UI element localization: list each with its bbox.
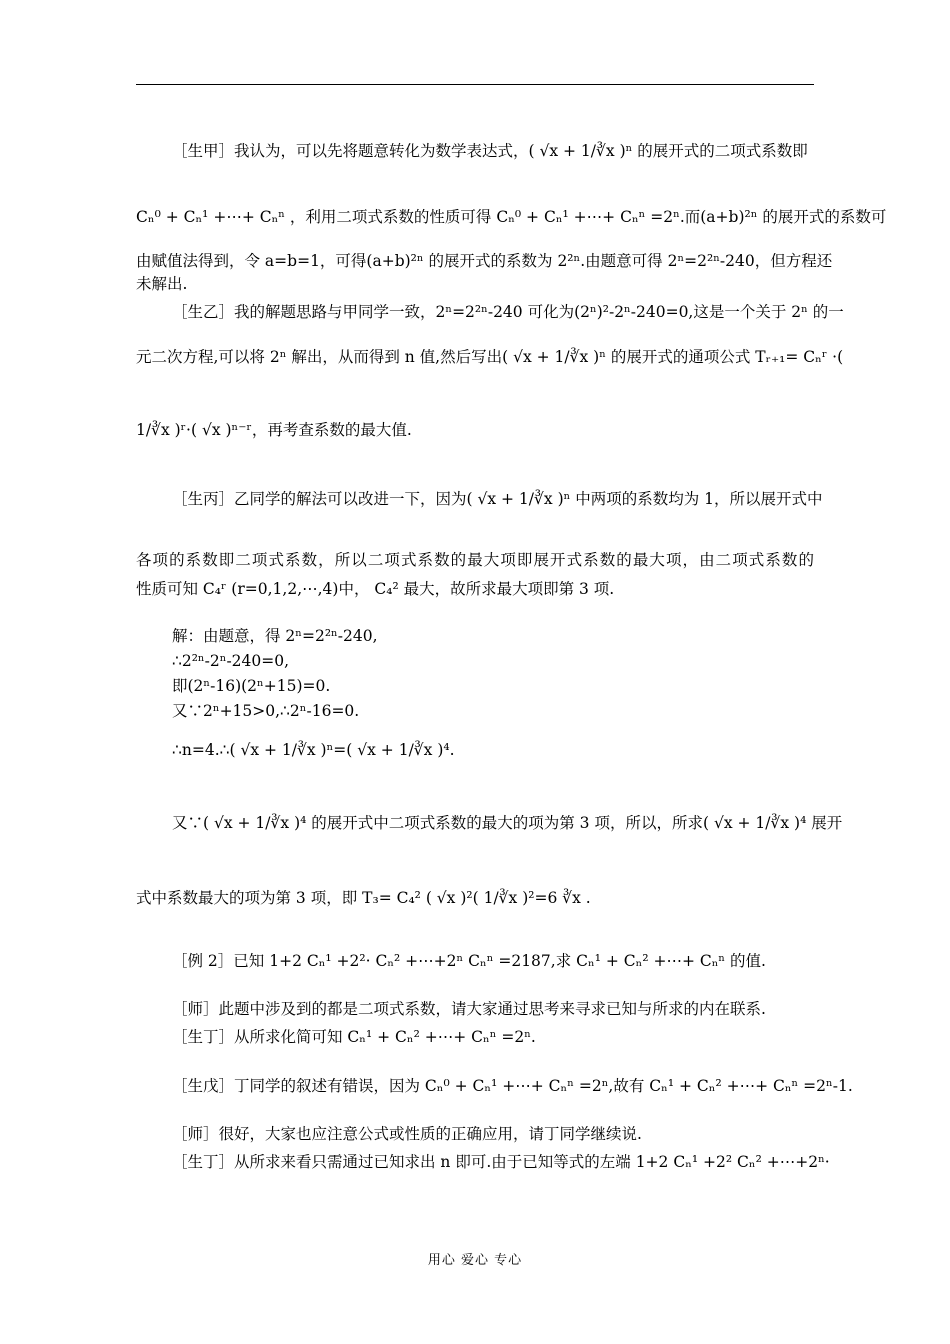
text-line-12	[172, 651, 814, 671]
line-18-text: ［例 2］已知 1+2 Cₙ¹ +2²· Cₙ² +⋯+2ⁿ Cₙⁿ =2187,求 Cₙ¹ + Cₙ² +⋯+ Cₙⁿ 的值.	[172, 952, 766, 970]
line-14-text: 又∵2ⁿ+15>0,∴2ⁿ-16=0.	[172, 702, 360, 720]
line-22-text: ［师］很好，大家也应注意公式或性质的正确应用，请丁同学继续说.	[172, 1125, 642, 1143]
text-line-3	[136, 251, 833, 271]
text-line-21	[172, 1076, 853, 1096]
line-3-text: 由赋值法得到，令 a=b=1，可得(a+b)²ⁿ 的展开式的系数为 2²ⁿ.由题意可得 2ⁿ=2²ⁿ-240，但方程还	[136, 252, 833, 270]
text-line-8	[172, 489, 823, 509]
line-10-text: 性质可知 C₄ʳ (r=0,1,2,⋯,4)中， C₄² 最大，故所求最大项即第 3 项.	[136, 580, 615, 598]
line-4-text: 未解出.	[136, 275, 188, 293]
line-19-text: ［师］此题中涉及到的都是二项式系数，请大家通过思考来寻求已知与所求的内在联系.	[172, 1000, 766, 1018]
line-21-text: ［生戊］丁同学的叙述有错误，因为 Cₙ⁰ + Cₙ¹ +⋯+ Cₙⁿ =2ⁿ,故有 Cₙ¹ + Cₙ² +⋯+ Cₙⁿ =2ⁿ-1.	[172, 1077, 853, 1095]
line-23-text: ［生丁］从所求来看只需通过已知求出 n 即可.由于已知等式的左端 1+2 Cₙ¹ +2² Cₙ² +⋯+2ⁿ·	[172, 1153, 830, 1171]
text-line-20	[172, 1027, 814, 1047]
text-line-6	[136, 347, 844, 367]
line-20-text: ［生丁］从所求化简可知 Cₙ¹ + Cₙ² +⋯+ Cₙⁿ =2ⁿ.	[172, 1028, 536, 1046]
text-line-4	[136, 274, 814, 294]
line-11-text: 解：由题意，得 2ⁿ=2²ⁿ-240,	[172, 627, 378, 645]
text-line-15	[172, 740, 814, 760]
line-5-text: ［生乙］我的解题思路与甲同学一致，2ⁿ=2²ⁿ-240 可化为(2ⁿ)²-2ⁿ-240=0,这是一个关于 2ⁿ 的一	[172, 303, 844, 321]
line-12-text: ∴2²ⁿ-2ⁿ-240=0,	[172, 652, 290, 670]
line-7-text: 1/∛x )ʳ·( √x )ⁿ⁻ʳ，再考查系数的最大值.	[136, 421, 412, 439]
line-1-text: ［生甲］我认为，可以先将题意转化为数学表达式，( √x + 1/∛x )ⁿ 的展开式的二项式系数即	[172, 142, 808, 160]
text-line-22	[172, 1124, 814, 1144]
text-line-1	[172, 141, 814, 161]
text-line-5	[172, 302, 844, 322]
text-line-10	[136, 579, 814, 599]
text-line-16	[172, 813, 843, 833]
text-line-14	[172, 701, 814, 721]
header-rule	[136, 84, 814, 85]
page-footer: 用心 爱心 专心	[427, 1253, 523, 1268]
line-15-text: ∴n=4.∴( √x + 1/∛x )ⁿ=( √x + 1/∛x )⁴.	[172, 741, 455, 759]
text-line-17	[136, 888, 814, 908]
text-line-11	[172, 626, 814, 646]
text-line-19	[172, 999, 814, 1019]
line-8-text: ［生丙］乙同学的解法可以改进一下，因为( √x + 1/∛x )ⁿ 中两项的系数均为 1，所以展开式中	[172, 490, 823, 508]
text-line-23	[172, 1152, 830, 1172]
line-2-text: Cₙ⁰ + Cₙ¹ +⋯+ Cₙⁿ ，利用二项式系数的性质可得 Cₙ⁰ + Cₙ¹ +⋯+ Cₙⁿ =2ⁿ.而(a+b)²ⁿ 的展开式的系数可	[136, 208, 887, 226]
line-13-text: 即(2ⁿ-16)(2ⁿ+15)=0.	[172, 677, 331, 695]
text-line-7	[136, 420, 814, 440]
line-6-text: 元二次方程,可以将 2ⁿ 解出，从而得到 n 值,然后写出( √x + 1/∛x )ⁿ 的展开式的通项公式 Tᵣ₊₁= Cₙʳ ·(	[136, 348, 844, 366]
text-line-9	[136, 550, 814, 570]
line-17-text: 式中系数最大的项为第 3 项，即 T₃= C₄² ( √x )²( 1/∛x )²=6 ∛x .	[136, 889, 591, 907]
text-line-2	[136, 207, 887, 227]
line-16-text: 又∵( √x + 1/∛x )⁴ 的展开式中二项式系数的最大的项为第 3 项，所以，所求( √x + 1/∛x )⁴ 展开	[172, 814, 843, 832]
text-line-13	[172, 676, 814, 696]
line-9-text: 各项的系数即二项式系数，所以二项式系数的最大项即展开式系数的最大项，由二项式系数的	[136, 551, 814, 569]
text-line-18	[172, 951, 814, 971]
